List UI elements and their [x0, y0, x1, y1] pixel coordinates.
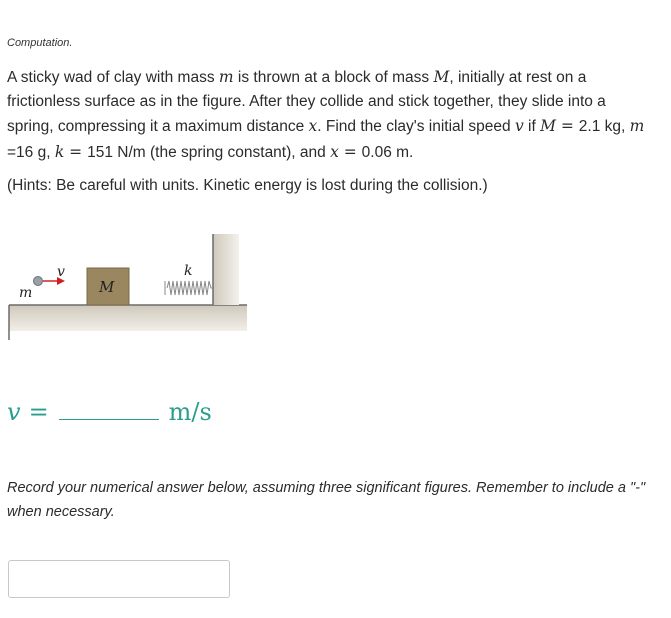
- math-symbol: x: [330, 142, 339, 161]
- hint-text: (Hints: Be careful with units. Kinetic energy is lost during the collision.): [7, 177, 488, 194]
- wall: [213, 234, 239, 305]
- math-symbol: M: [540, 117, 556, 136]
- problem-value: 151 N/m (the spring constant), and: [87, 143, 331, 161]
- problem-text: is thrown at a block of mass: [233, 69, 434, 86]
- physics-figure: [7, 230, 252, 345]
- answer-variable: v: [7, 398, 21, 426]
- figure-label-m: m: [19, 285, 33, 301]
- spring: [167, 281, 213, 295]
- figure-label-v: v: [57, 264, 65, 280]
- figure-label-k: k: [184, 263, 193, 279]
- math-equals: =: [338, 142, 362, 161]
- math-symbol: k: [54, 142, 65, 161]
- problem-statement: [7, 65, 647, 165]
- problem-text: A sticky wad of clay with mass: [7, 69, 219, 86]
- problem-text: . Find the clay's initial speed: [317, 118, 515, 136]
- math-equals: =: [64, 142, 88, 161]
- figure-label-M: M: [99, 278, 115, 296]
- problem-value: 0.06 m.: [361, 143, 414, 161]
- math-symbol: x: [308, 117, 318, 136]
- problem-text: , initially at rest on a frictionless surface as in the figure. After they collide and stick together, they slide into a spring, compressing it a maximum distance: [7, 69, 606, 136]
- problem-value: =16 g,: [7, 143, 55, 161]
- answer-expression: [7, 390, 212, 426]
- answer-equals: =: [28, 398, 49, 426]
- math-symbol: M: [433, 68, 450, 86]
- ground-surface: [9, 305, 247, 331]
- problem-text: if: [523, 118, 541, 136]
- math-symbol: m: [218, 68, 234, 86]
- problem-value: 2.1 kg,: [578, 118, 626, 136]
- answer-input[interactable]: [8, 560, 230, 598]
- math-symbol: m: [629, 117, 645, 136]
- section-label: Computation.: [7, 37, 73, 49]
- math-equals: =: [555, 117, 579, 136]
- answer-unit: m/s: [168, 398, 212, 426]
- answer-blank-line: [59, 397, 159, 420]
- math-symbol: v: [514, 117, 524, 136]
- instructions-text: Record your numerical answer below, assuming three significant figures. Remember to include a "-" when necessary.: [7, 480, 646, 520]
- clay-ball: [34, 277, 43, 286]
